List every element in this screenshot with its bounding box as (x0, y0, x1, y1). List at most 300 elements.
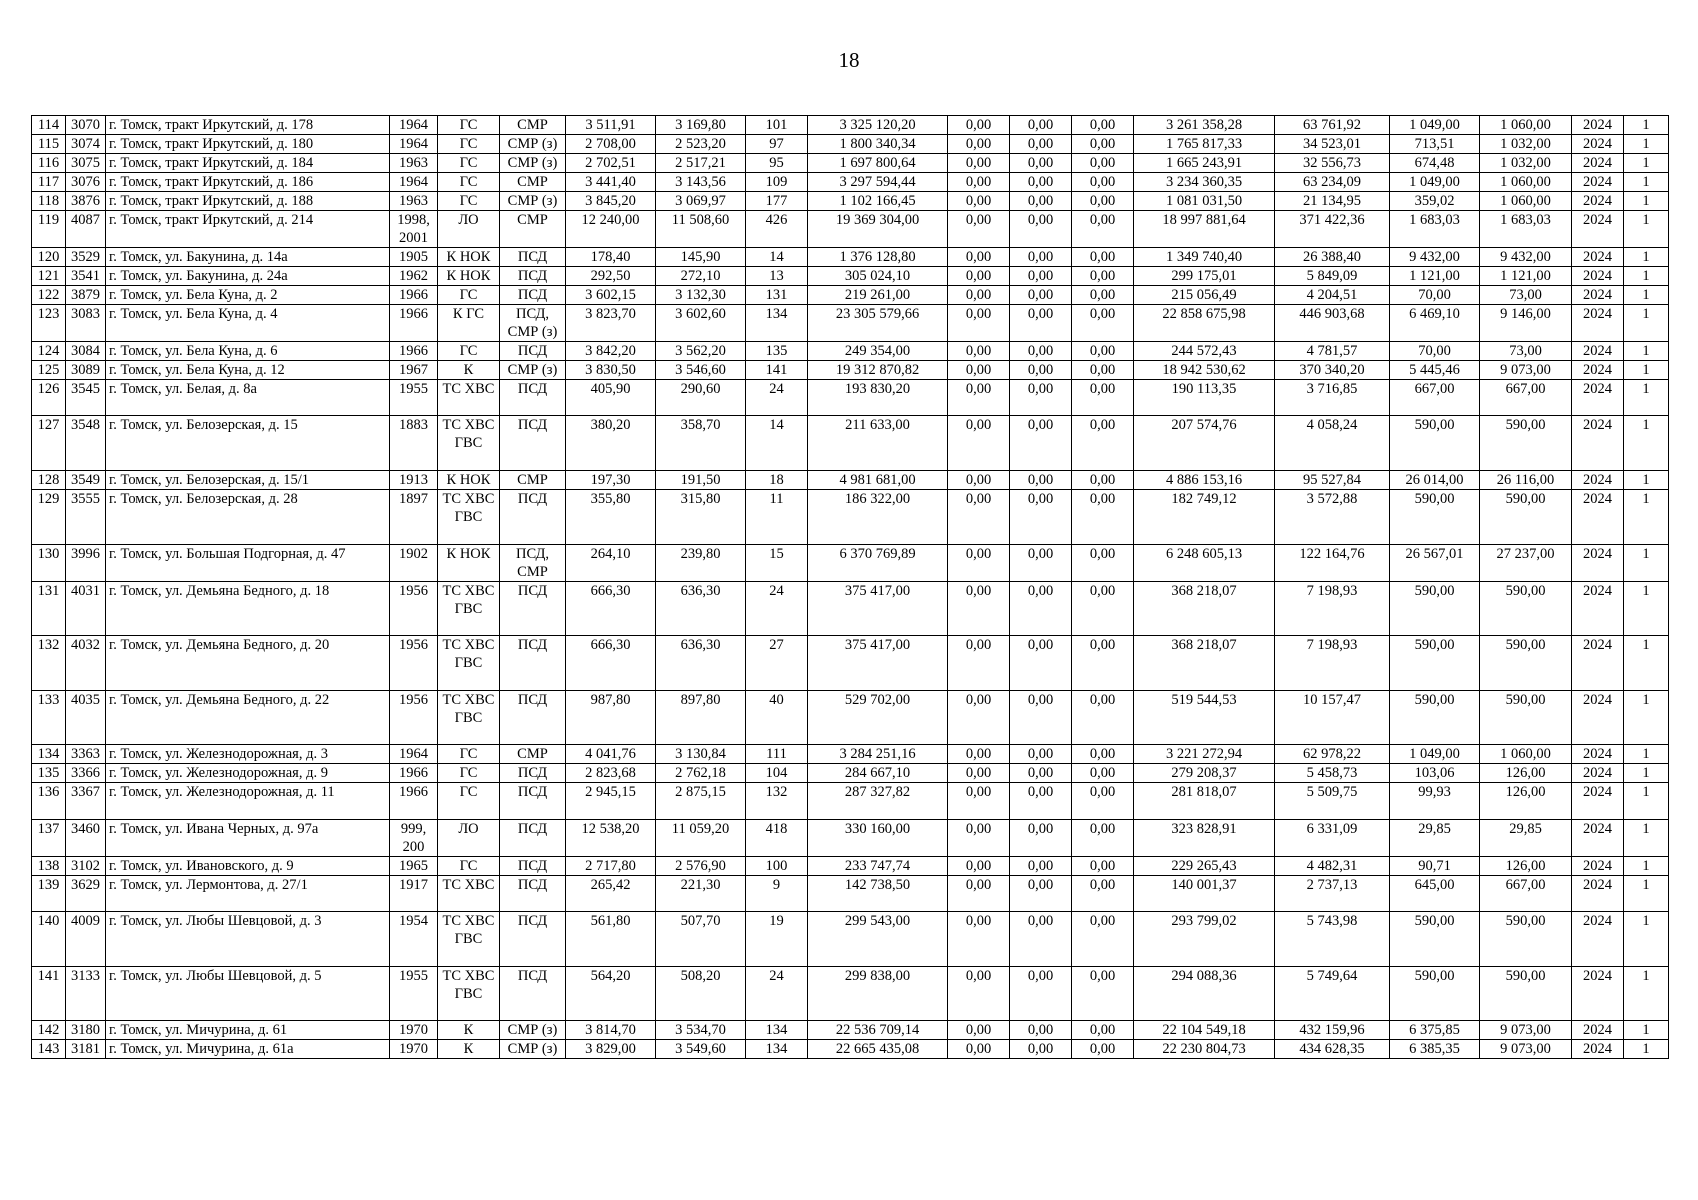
cell-living-area: 2 523,20 (656, 135, 746, 154)
cell-regional-funds: 0,00 (1010, 361, 1072, 380)
cell-house-id: 3180 (66, 1021, 106, 1040)
cell-system-type: К (438, 361, 500, 380)
cell-build-year: 1966 (390, 305, 438, 342)
cell-build-year: 1964 (390, 116, 438, 135)
cell-living-area: 3 534,70 (656, 1021, 746, 1040)
cell-fund-amount: 4 886 153,16 (1134, 470, 1275, 489)
cell-house-id: 3133 (66, 966, 106, 1021)
cell-row-number: 140 (32, 912, 66, 967)
cell-residents: 13 (746, 267, 808, 286)
cell-residents: 134 (746, 1021, 808, 1040)
cell-plan-year: 2024 (1572, 211, 1624, 248)
cell-fund-amount: 244 572,43 (1134, 342, 1275, 361)
cell-total-area: 3 842,20 (566, 342, 656, 361)
table-row (32, 544, 1669, 581)
cell-municipal-funds: 0,00 (1072, 267, 1134, 286)
cell-unit-cost: 29,85 (1390, 819, 1480, 856)
cell-build-year: 1964 (390, 135, 438, 154)
cell-system-type: ГС (438, 135, 500, 154)
cell-work-type: ПСД (500, 342, 566, 361)
cell-municipal-funds: 0,00 (1072, 544, 1134, 581)
cell-total-cost: 193 830,20 (808, 380, 948, 416)
cell-build-year: 1970 (390, 1040, 438, 1059)
cell-federal-funds: 0,00 (948, 470, 1010, 489)
cell-max-unit-cost: 590,00 (1480, 636, 1572, 691)
cell-system-type: К НОК (438, 544, 500, 581)
cell-address: г. Томск, тракт Иркутский, д. 214 (106, 211, 390, 248)
cell-unit-cost: 1 121,00 (1390, 267, 1480, 286)
cell-work-type: СМР (500, 116, 566, 135)
cell-plan-year: 2024 (1572, 342, 1624, 361)
cell-max-unit-cost: 1 060,00 (1480, 173, 1572, 192)
cell-residents: 109 (746, 173, 808, 192)
cell-system-type: ГС (438, 856, 500, 875)
cell-federal-funds: 0,00 (948, 192, 1010, 211)
cell-unit-cost: 90,71 (1390, 856, 1480, 875)
cell-municipal-funds: 0,00 (1072, 192, 1134, 211)
cell-quarter: 1 (1624, 966, 1669, 1021)
cell-system-type: К НОК (438, 248, 500, 267)
cell-residents: 177 (746, 192, 808, 211)
cell-owners-funds: 4 482,31 (1275, 856, 1390, 875)
table-row (32, 342, 1669, 361)
cell-quarter: 1 (1624, 286, 1669, 305)
cell-fund-amount: 323 828,91 (1134, 819, 1275, 856)
cell-address: г. Томск, ул. Белозерская, д. 15 (106, 416, 390, 471)
cell-total-cost: 3 325 120,20 (808, 116, 948, 135)
cell-federal-funds: 0,00 (948, 267, 1010, 286)
cell-municipal-funds: 0,00 (1072, 966, 1134, 1021)
cell-build-year: 1967 (390, 361, 438, 380)
cell-max-unit-cost: 26 116,00 (1480, 470, 1572, 489)
cell-house-id: 3181 (66, 1040, 106, 1059)
cell-address: г. Томск, ул. Любы Шевцовой, д. 3 (106, 912, 390, 967)
cell-owners-funds: 5 743,98 (1275, 912, 1390, 967)
cell-address: г. Томск, ул. Ивана Черных, д. 97а (106, 819, 390, 856)
cell-address: г. Томск, ул. Бела Куна, д. 2 (106, 286, 390, 305)
cell-total-cost: 22 665 435,08 (808, 1040, 948, 1059)
cell-owners-funds: 5 458,73 (1275, 764, 1390, 783)
cell-max-unit-cost: 1 032,00 (1480, 135, 1572, 154)
cell-regional-funds: 0,00 (1010, 1040, 1072, 1059)
cell-residents: 18 (746, 470, 808, 489)
cell-total-cost: 1 697 800,64 (808, 154, 948, 173)
cell-federal-funds: 0,00 (948, 248, 1010, 267)
cell-work-type: ПСД (500, 764, 566, 783)
cell-regional-funds: 0,00 (1010, 690, 1072, 745)
cell-build-year: 1956 (390, 636, 438, 691)
cell-max-unit-cost: 1 060,00 (1480, 116, 1572, 135)
cell-max-unit-cost: 9 073,00 (1480, 361, 1572, 380)
cell-plan-year: 2024 (1572, 745, 1624, 764)
cell-row-number: 135 (32, 764, 66, 783)
cell-system-type: ЛО (438, 819, 500, 856)
cell-work-type: ПСД (500, 783, 566, 819)
cell-federal-funds: 0,00 (948, 116, 1010, 135)
cell-fund-amount: 1 665 243,91 (1134, 154, 1275, 173)
cell-federal-funds: 0,00 (948, 544, 1010, 581)
cell-residents: 40 (746, 690, 808, 745)
cell-row-number: 130 (32, 544, 66, 581)
cell-quarter: 1 (1624, 154, 1669, 173)
cell-work-type: СМР (з) (500, 1021, 566, 1040)
cell-federal-funds: 0,00 (948, 912, 1010, 967)
cell-unit-cost: 1 683,03 (1390, 211, 1480, 248)
cell-total-area: 3 602,15 (566, 286, 656, 305)
cell-total-cost: 375 417,00 (808, 636, 948, 691)
cell-living-area: 3 549,60 (656, 1040, 746, 1059)
cell-build-year: 1966 (390, 342, 438, 361)
cell-max-unit-cost: 9 432,00 (1480, 248, 1572, 267)
cell-max-unit-cost: 126,00 (1480, 764, 1572, 783)
cell-living-area: 2 762,18 (656, 764, 746, 783)
registry-table (31, 115, 1669, 1059)
cell-living-area: 272,10 (656, 267, 746, 286)
cell-living-area: 2 517,21 (656, 154, 746, 173)
cell-total-area: 3 845,20 (566, 192, 656, 211)
cell-work-type: СМР (з) (500, 361, 566, 380)
table-row (32, 173, 1669, 192)
cell-municipal-funds: 0,00 (1072, 489, 1134, 544)
cell-work-type: ПСД (500, 966, 566, 1021)
cell-row-number: 123 (32, 305, 66, 342)
cell-total-area: 265,42 (566, 875, 656, 911)
cell-unit-cost: 590,00 (1390, 966, 1480, 1021)
cell-quarter: 1 (1624, 690, 1669, 745)
cell-build-year: 1966 (390, 764, 438, 783)
cell-residents: 24 (746, 581, 808, 636)
cell-residents: 15 (746, 544, 808, 581)
cell-build-year: 1964 (390, 745, 438, 764)
cell-build-year: 1962 (390, 267, 438, 286)
cell-total-cost: 3 284 251,16 (808, 745, 948, 764)
cell-max-unit-cost: 590,00 (1480, 690, 1572, 745)
cell-living-area: 636,30 (656, 581, 746, 636)
table-body (32, 116, 1669, 1059)
cell-max-unit-cost: 590,00 (1480, 416, 1572, 471)
cell-house-id: 3555 (66, 489, 106, 544)
cell-regional-funds: 0,00 (1010, 192, 1072, 211)
cell-row-number: 115 (32, 135, 66, 154)
cell-plan-year: 2024 (1572, 305, 1624, 342)
cell-federal-funds: 0,00 (948, 361, 1010, 380)
cell-regional-funds: 0,00 (1010, 912, 1072, 967)
cell-unit-cost: 590,00 (1390, 636, 1480, 691)
cell-unit-cost: 6 469,10 (1390, 305, 1480, 342)
cell-regional-funds: 0,00 (1010, 764, 1072, 783)
cell-regional-funds: 0,00 (1010, 875, 1072, 911)
table-row (32, 154, 1669, 173)
cell-owners-funds: 432 159,96 (1275, 1021, 1390, 1040)
cell-total-cost: 284 667,10 (808, 764, 948, 783)
cell-row-number: 122 (32, 286, 66, 305)
cell-system-type: ГС (438, 764, 500, 783)
cell-row-number: 127 (32, 416, 66, 471)
table-row (32, 361, 1669, 380)
cell-fund-amount: 294 088,36 (1134, 966, 1275, 1021)
cell-federal-funds: 0,00 (948, 154, 1010, 173)
cell-regional-funds: 0,00 (1010, 783, 1072, 819)
cell-owners-funds: 122 164,76 (1275, 544, 1390, 581)
cell-quarter: 1 (1624, 764, 1669, 783)
cell-owners-funds: 4 781,57 (1275, 342, 1390, 361)
cell-build-year: 1902 (390, 544, 438, 581)
cell-house-id: 3460 (66, 819, 106, 856)
cell-plan-year: 2024 (1572, 380, 1624, 416)
cell-living-area: 191,50 (656, 470, 746, 489)
cell-max-unit-cost: 9 146,00 (1480, 305, 1572, 342)
cell-system-type: ГС (438, 173, 500, 192)
cell-unit-cost: 103,06 (1390, 764, 1480, 783)
cell-build-year: 1956 (390, 581, 438, 636)
cell-regional-funds: 0,00 (1010, 966, 1072, 1021)
cell-municipal-funds: 0,00 (1072, 305, 1134, 342)
cell-residents: 134 (746, 1040, 808, 1059)
cell-system-type: К НОК (438, 267, 500, 286)
cell-system-type: ГС (438, 116, 500, 135)
cell-residents: 14 (746, 248, 808, 267)
cell-address: г. Томск, тракт Иркутский, д. 188 (106, 192, 390, 211)
cell-build-year: 1970 (390, 1021, 438, 1040)
cell-quarter: 1 (1624, 783, 1669, 819)
cell-residents: 131 (746, 286, 808, 305)
cell-plan-year: 2024 (1572, 286, 1624, 305)
cell-municipal-funds: 0,00 (1072, 912, 1134, 967)
cell-plan-year: 2024 (1572, 173, 1624, 192)
cell-quarter: 1 (1624, 581, 1669, 636)
cell-residents: 101 (746, 116, 808, 135)
cell-total-cost: 1 376 128,80 (808, 248, 948, 267)
cell-owners-funds: 21 134,95 (1275, 192, 1390, 211)
cell-max-unit-cost: 126,00 (1480, 856, 1572, 875)
table-row (32, 416, 1669, 471)
cell-residents: 9 (746, 875, 808, 911)
cell-work-type: ПСД (500, 875, 566, 911)
cell-address: г. Томск, тракт Иркутский, д. 184 (106, 154, 390, 173)
cell-living-area: 507,70 (656, 912, 746, 967)
cell-plan-year: 2024 (1572, 912, 1624, 967)
cell-max-unit-cost: 1 060,00 (1480, 745, 1572, 764)
cell-residents: 19 (746, 912, 808, 967)
cell-row-number: 143 (32, 1040, 66, 1059)
cell-total-cost: 375 417,00 (808, 581, 948, 636)
cell-fund-amount: 22 104 549,18 (1134, 1021, 1275, 1040)
cell-total-area: 2 708,00 (566, 135, 656, 154)
cell-fund-amount: 368 218,07 (1134, 636, 1275, 691)
cell-fund-amount: 190 113,35 (1134, 380, 1275, 416)
cell-total-area: 12 240,00 (566, 211, 656, 248)
cell-federal-funds: 0,00 (948, 305, 1010, 342)
cell-residents: 418 (746, 819, 808, 856)
cell-regional-funds: 0,00 (1010, 154, 1072, 173)
cell-total-cost: 529 702,00 (808, 690, 948, 745)
cell-plan-year: 2024 (1572, 819, 1624, 856)
cell-house-id: 4031 (66, 581, 106, 636)
cell-federal-funds: 0,00 (948, 135, 1010, 154)
cell-total-cost: 233 747,74 (808, 856, 948, 875)
cell-total-cost: 3 297 594,44 (808, 173, 948, 192)
cell-unit-cost: 590,00 (1390, 912, 1480, 967)
cell-system-type: ГС (438, 154, 500, 173)
cell-owners-funds: 63 234,09 (1275, 173, 1390, 192)
cell-quarter: 1 (1624, 470, 1669, 489)
cell-total-cost: 330 160,00 (808, 819, 948, 856)
cell-unit-cost: 1 049,00 (1390, 745, 1480, 764)
cell-plan-year: 2024 (1572, 470, 1624, 489)
cell-regional-funds: 0,00 (1010, 581, 1072, 636)
cell-municipal-funds: 0,00 (1072, 248, 1134, 267)
cell-residents: 14 (746, 416, 808, 471)
cell-work-type: СМР (з) (500, 154, 566, 173)
cell-fund-amount: 207 574,76 (1134, 416, 1275, 471)
cell-total-cost: 219 261,00 (808, 286, 948, 305)
cell-total-area: 405,90 (566, 380, 656, 416)
cell-municipal-funds: 0,00 (1072, 690, 1134, 745)
cell-owners-funds: 32 556,73 (1275, 154, 1390, 173)
cell-address: г. Томск, ул. Любы Шевцовой, д. 5 (106, 966, 390, 1021)
cell-quarter: 1 (1624, 1021, 1669, 1040)
cell-row-number: 138 (32, 856, 66, 875)
cell-regional-funds: 0,00 (1010, 544, 1072, 581)
cell-system-type: К ГС (438, 305, 500, 342)
cell-fund-amount: 3 261 358,28 (1134, 116, 1275, 135)
cell-system-type: ТС ХВС ГВС (438, 416, 500, 471)
cell-row-number: 126 (32, 380, 66, 416)
cell-owners-funds: 434 628,35 (1275, 1040, 1390, 1059)
cell-residents: 27 (746, 636, 808, 691)
cell-municipal-funds: 0,00 (1072, 856, 1134, 875)
cell-federal-funds: 0,00 (948, 1040, 1010, 1059)
cell-address: г. Томск, ул. Железнодорожная, д. 11 (106, 783, 390, 819)
cell-plan-year: 2024 (1572, 248, 1624, 267)
cell-unit-cost: 713,51 (1390, 135, 1480, 154)
cell-quarter: 1 (1624, 248, 1669, 267)
cell-total-area: 3 829,00 (566, 1040, 656, 1059)
cell-row-number: 141 (32, 966, 66, 1021)
cell-regional-funds: 0,00 (1010, 135, 1072, 154)
cell-living-area: 508,20 (656, 966, 746, 1021)
cell-total-area: 2 945,15 (566, 783, 656, 819)
cell-fund-amount: 1 765 817,33 (1134, 135, 1275, 154)
cell-municipal-funds: 0,00 (1072, 764, 1134, 783)
cell-unit-cost: 9 432,00 (1390, 248, 1480, 267)
cell-owners-funds: 3 572,88 (1275, 489, 1390, 544)
cell-address: г. Томск, ул. Белозерская, д. 15/1 (106, 470, 390, 489)
table-row (32, 286, 1669, 305)
cell-federal-funds: 0,00 (948, 764, 1010, 783)
page-number: 18 (838, 48, 860, 72)
cell-plan-year: 2024 (1572, 636, 1624, 691)
cell-federal-funds: 0,00 (948, 783, 1010, 819)
cell-living-area: 3 143,56 (656, 173, 746, 192)
cell-house-id: 4035 (66, 690, 106, 745)
cell-work-type: ПСД (500, 819, 566, 856)
cell-house-id: 3629 (66, 875, 106, 911)
cell-owners-funds: 371 422,36 (1275, 211, 1390, 248)
cell-address: г. Томск, ул. Лермонтова, д. 27/1 (106, 875, 390, 911)
cell-system-type: К (438, 1021, 500, 1040)
cell-municipal-funds: 0,00 (1072, 286, 1134, 305)
table-row (32, 1040, 1669, 1059)
cell-max-unit-cost: 590,00 (1480, 489, 1572, 544)
cell-address: г. Томск, тракт Иркутский, д. 180 (106, 135, 390, 154)
cell-unit-cost: 1 049,00 (1390, 116, 1480, 135)
cell-max-unit-cost: 590,00 (1480, 581, 1572, 636)
cell-living-area: 3 132,30 (656, 286, 746, 305)
cell-build-year: 1905 (390, 248, 438, 267)
cell-municipal-funds: 0,00 (1072, 154, 1134, 173)
cell-living-area: 3 546,60 (656, 361, 746, 380)
cell-federal-funds: 0,00 (948, 690, 1010, 745)
cell-build-year: 1963 (390, 192, 438, 211)
table-row (32, 636, 1669, 691)
cell-federal-funds: 0,00 (948, 581, 1010, 636)
cell-house-id: 3879 (66, 286, 106, 305)
cell-build-year: 1955 (390, 966, 438, 1021)
cell-build-year: 1954 (390, 912, 438, 967)
cell-quarter: 1 (1624, 875, 1669, 911)
cell-unit-cost: 26 567,01 (1390, 544, 1480, 581)
cell-build-year: 1965 (390, 856, 438, 875)
cell-system-type: К (438, 1040, 500, 1059)
cell-municipal-funds: 0,00 (1072, 581, 1134, 636)
cell-total-area: 197,30 (566, 470, 656, 489)
cell-work-type: СМР (500, 745, 566, 764)
cell-work-type: СМР (з) (500, 192, 566, 211)
cell-system-type: ТС ХВС (438, 380, 500, 416)
cell-total-cost: 305 024,10 (808, 267, 948, 286)
cell-system-type: ТС ХВС ГВС (438, 489, 500, 544)
cell-owners-funds: 5 749,64 (1275, 966, 1390, 1021)
cell-plan-year: 2024 (1572, 416, 1624, 471)
cell-regional-funds: 0,00 (1010, 1021, 1072, 1040)
cell-fund-amount: 215 056,49 (1134, 286, 1275, 305)
cell-row-number: 128 (32, 470, 66, 489)
cell-fund-amount: 519 544,53 (1134, 690, 1275, 745)
cell-plan-year: 2024 (1572, 1021, 1624, 1040)
cell-municipal-funds: 0,00 (1072, 116, 1134, 135)
cell-work-type: ПСД (500, 416, 566, 471)
cell-unit-cost: 667,00 (1390, 380, 1480, 416)
cell-total-cost: 22 536 709,14 (808, 1021, 948, 1040)
table-row (32, 581, 1669, 636)
table-row (32, 380, 1669, 416)
cell-max-unit-cost: 73,00 (1480, 286, 1572, 305)
cell-total-cost: 23 305 579,66 (808, 305, 948, 342)
cell-unit-cost: 674,48 (1390, 154, 1480, 173)
cell-owners-funds: 3 716,85 (1275, 380, 1390, 416)
cell-quarter: 1 (1624, 544, 1669, 581)
cell-municipal-funds: 0,00 (1072, 380, 1134, 416)
cell-system-type: ГС (438, 286, 500, 305)
cell-total-area: 2 823,68 (566, 764, 656, 783)
cell-residents: 104 (746, 764, 808, 783)
cell-quarter: 1 (1624, 380, 1669, 416)
cell-house-id: 3529 (66, 248, 106, 267)
cell-unit-cost: 6 375,85 (1390, 1021, 1480, 1040)
cell-owners-funds: 2 737,13 (1275, 875, 1390, 911)
cell-unit-cost: 70,00 (1390, 286, 1480, 305)
cell-residents: 24 (746, 380, 808, 416)
cell-total-cost: 211 633,00 (808, 416, 948, 471)
cell-plan-year: 2024 (1572, 783, 1624, 819)
table-row (32, 248, 1669, 267)
cell-unit-cost: 1 049,00 (1390, 173, 1480, 192)
cell-living-area: 3 130,84 (656, 745, 746, 764)
cell-house-id: 4009 (66, 912, 106, 967)
cell-regional-funds: 0,00 (1010, 305, 1072, 342)
table-row (32, 764, 1669, 783)
